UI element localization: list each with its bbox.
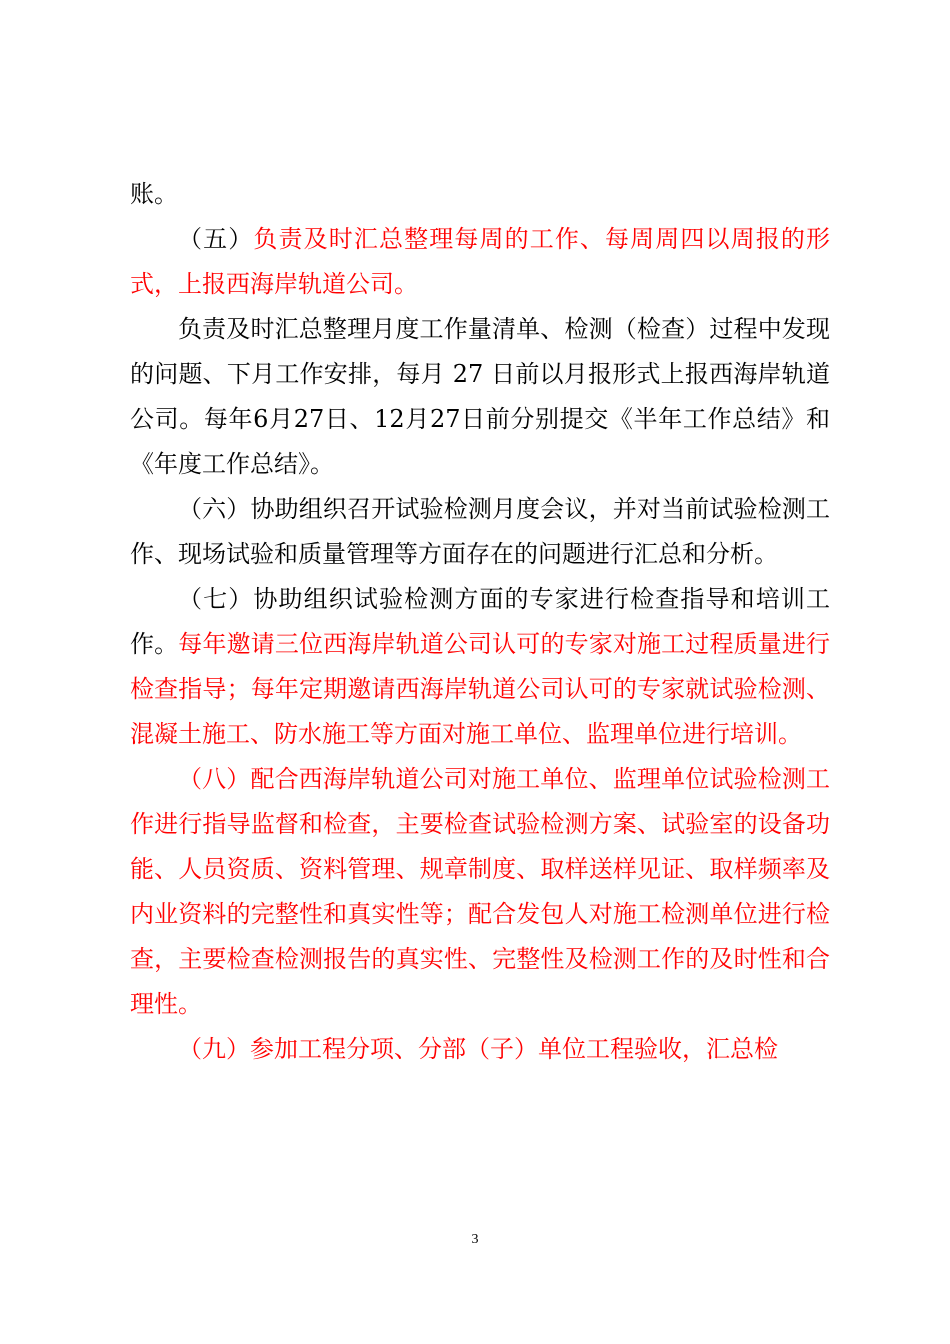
text-run: 每年邀请三位西海岸轨道公司认可的专家对施工过程质量进行检查指导；每年定期邀请西海岸轨道公司认可的专家就试验检测、混凝土施工、防水施工等方面对施工单位、监理单位进行培训。 bbox=[130, 630, 831, 748]
text-run: （六）协助组织召开试验检测月度会议，并对当前试验检测工作、现场试验和质量管理等方面存在的问题进行汇总和分析。 bbox=[130, 495, 830, 568]
text-run: 负责及时汇总整理每周的工作、每周周四以周报的形式，上报西海岸轨道公司。 bbox=[130, 225, 831, 298]
text-run: 负责及时汇总整理月度工作量清单、检测（检查）过程中发现的问题、下月工作安排，每月 27 日前以月报形式上报西海岸轨道公司。每年6月27日、12月27日前分别提交《半年工作总结》和《年度工作总结》。 bbox=[130, 315, 830, 478]
paragraph bbox=[130, 757, 830, 1027]
text-run: （八）配合西海岸轨道公司对施工单位、监理单位试验检测工作进行指导监督和检查，主要检查试验检测方案、试验室的设备功能、人员资质、资料管理、规章制度、取样送样见证、取样频率及内业资料的完整性和真实性等；配合发包人对施工检测单位进行检查，主要检查检测报告的真实性、完整性及检测工作的及时性和合理性。 bbox=[130, 765, 830, 1018]
paragraph bbox=[130, 487, 830, 577]
text-run: （七）协助组织试验检测方面的专家进行检查指导和培训工作。 bbox=[130, 585, 830, 658]
paragraph bbox=[130, 217, 830, 307]
body-text bbox=[130, 172, 830, 1072]
paragraph bbox=[130, 307, 830, 487]
text-run: 账。 bbox=[130, 180, 178, 208]
paragraph bbox=[130, 172, 830, 217]
paragraph bbox=[130, 577, 830, 757]
page-number: 3 bbox=[471, 1232, 479, 1247]
text-run: （九）参加工程分项、分部（子）单位工程验收，汇总检 bbox=[178, 1035, 778, 1063]
paragraph bbox=[130, 1027, 830, 1072]
text-run: （五） bbox=[178, 225, 254, 253]
